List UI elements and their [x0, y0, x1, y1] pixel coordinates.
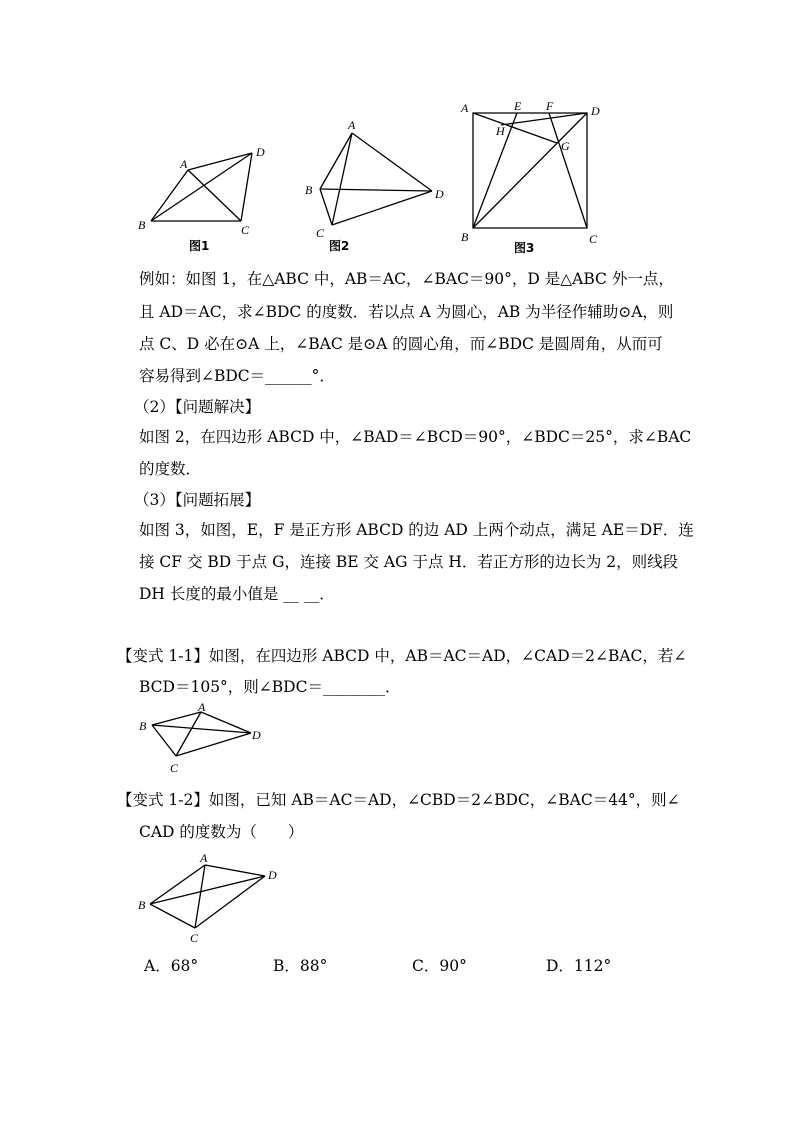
segment-ab	[150, 865, 205, 904]
segment-cd	[332, 191, 432, 225]
label-a: A	[180, 157, 188, 171]
part3-line-2: 接 CF 交 BD 于点 G，连接 BE 交 AG 于点 H．若正方形的边长为 2，则线段	[139, 553, 679, 571]
segment-ad	[188, 153, 252, 170]
figure-1	[130, 140, 290, 260]
segment-bd	[151, 153, 252, 221]
example-line-2: 且 AD＝AC，求∠BDC 的度数．若以点 A 为圆心，AB 为半径作辅助⊙A，则	[139, 303, 674, 321]
segment-bc	[320, 189, 332, 225]
segment-ac	[332, 133, 352, 225]
label-b: B	[461, 230, 469, 244]
caption-fig3: 图3	[514, 241, 535, 255]
label-a: A	[200, 851, 208, 865]
segment-bd	[150, 876, 265, 904]
part2-line-1: 如图 2，在四边形 ABCD 中，∠BAD＝∠BCD＝90°，∠BDC＝25°，求∠BAC	[139, 428, 692, 446]
label-d: D	[268, 868, 277, 882]
segment-bc	[150, 904, 195, 928]
label-f: F	[546, 99, 554, 113]
label-d: D	[252, 728, 261, 742]
variant2-line-1: 【变式 1-2】如图，已知 AB＝AC＝AD，∠CBD＝2∠BDC，∠BAC＝44°，则∠	[117, 791, 680, 809]
figure-2	[295, 115, 460, 260]
label-c: C	[170, 761, 179, 775]
segment-ac	[195, 865, 205, 928]
figure-5	[130, 845, 290, 945]
segment-cf	[549, 113, 587, 228]
segment-ab	[152, 712, 201, 725]
segment-be	[473, 113, 517, 228]
label-c: C	[316, 226, 325, 240]
label-b: B	[139, 719, 147, 733]
label-a: A	[461, 101, 469, 115]
label-c: C	[589, 232, 598, 246]
segment-bc	[152, 725, 176, 756]
example-line-4: 容易得到∠BDC＝______°．	[139, 367, 335, 385]
segment-ad	[352, 133, 432, 191]
example-line-3: 点 C、D 必在⊙A 上，∠BAC 是⊙A 的圆心角，而∠BDC 是圆周角，从而可	[139, 335, 663, 353]
label-d: D	[435, 187, 444, 201]
caption-fig2: 图2	[329, 239, 350, 253]
label-a: A	[198, 700, 206, 714]
part3-line-3: DH 长度的最小值是 __ __．	[139, 585, 335, 603]
part2-heading: （2）【问题解决】	[134, 398, 261, 416]
label-b: B	[305, 183, 313, 197]
label-h: H	[496, 124, 505, 138]
part3-line-1: 如图 3，如图，E，F 是正方形 ABCD 的边 AD 上两个动点，满足 AE＝DF．连	[139, 521, 694, 539]
segment-bd	[473, 113, 587, 228]
caption-fig1: 图1	[189, 239, 210, 253]
segment-dc	[241, 153, 252, 221]
segment-ad	[205, 865, 265, 876]
part3-heading: （3）【问题拓展】	[134, 491, 261, 509]
option-a[interactable]: A．68°	[144, 957, 199, 975]
label-a: A	[348, 118, 356, 132]
label-g: G	[561, 139, 570, 153]
label-d: D	[256, 145, 265, 159]
option-d[interactable]: D．112°	[546, 957, 612, 975]
variant1-line-1: 【变式 1-1】如图，在四边形 ABCD 中，AB＝AC＝AD，∠CAD＝2∠BAC，若∠	[117, 647, 687, 665]
variant1-line-2: BCD＝105°，则∠BDC＝________．	[139, 678, 401, 696]
label-b: B	[138, 218, 146, 232]
label-e: E	[514, 99, 522, 113]
segment-bd	[320, 189, 432, 191]
part2-line-2: 的度数．	[139, 460, 202, 478]
segment-hd	[501, 113, 587, 125]
option-b[interactable]: B．88°	[273, 957, 328, 975]
label-c: C	[241, 223, 250, 237]
example-line-1: 例如：如图 1，在△ABC 中，AB＝AC，∠BAC＝90°，D 是△ABC 外一点，	[139, 270, 674, 288]
segment-cd	[195, 876, 265, 928]
segment-ab	[151, 170, 188, 221]
variant2-line-2: CAD 的度数为（ ）	[139, 823, 304, 841]
label-d: D	[591, 104, 600, 118]
figure-4	[132, 696, 272, 780]
figure-3	[455, 95, 615, 260]
option-c[interactable]: C．90°	[412, 957, 467, 975]
label-c: C	[190, 931, 199, 945]
label-b: B	[138, 898, 146, 912]
segment-ab	[320, 133, 352, 189]
